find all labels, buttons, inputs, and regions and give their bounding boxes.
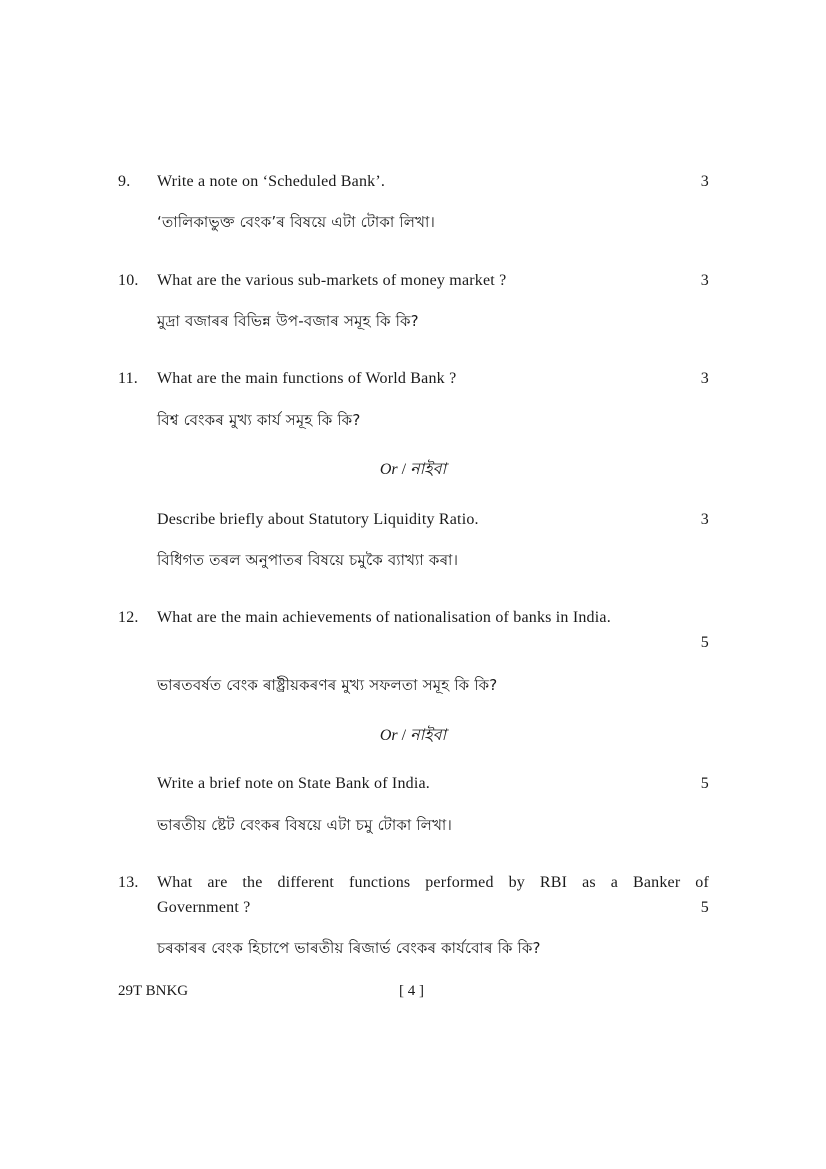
question-11-or-divider — [0, 460, 826, 480]
question-12-number: 12. — [118, 609, 139, 626]
question-9-text-assamese: ‘তালিকাভুক্ত বেংক’ৰ বিষয়ে এটা টোকা লিখা। — [157, 213, 436, 231]
or-assamese: নাইবা — [410, 461, 447, 478]
or-english: Or — [379, 461, 398, 478]
question-11-alt-marks: 3 — [700, 511, 709, 528]
question-11-marks: 3 — [700, 370, 709, 387]
question-12-text-assamese: ভাৰতবর্ষত বেংক ৰাষ্ট্ৰীয়কৰণৰ মুখ্য সফলতা সমূহ কি কি? — [157, 676, 498, 694]
question-12-alt-text-assamese: ভাৰতীয় ষ্টেট বেংকৰ বিষয়ে এটা চমু টোকা লিখা। — [157, 816, 453, 834]
or-separator: / — [401, 461, 407, 478]
question-10-text-english: What are the various sub-markets of money market ? — [157, 272, 507, 289]
question-11-text-assamese: বিশ্ব বেংকৰ মুখ্য কার্য সমূহ কি কি? — [157, 411, 361, 429]
question-13-marks: 5 — [700, 899, 709, 916]
question-11-text-english: What are the main functions of World Bank ? — [157, 370, 457, 387]
question-12-text-english: What are the main achievements of nationalisation of banks in India. — [157, 609, 611, 626]
or-separator: / — [401, 727, 407, 744]
question-12-alt-marks: 5 — [700, 775, 709, 792]
question-11-alt-text-english: Describe briefly about Statutory Liquidity Ratio. — [157, 511, 479, 528]
question-12-alt-text-english: Write a brief note on State Bank of India. — [157, 775, 431, 792]
question-13-text-english-line2: Government ? — [157, 899, 251, 916]
question-10-number: 10. — [118, 272, 139, 289]
question-13-text-english-line1: What are the different functions performed by RBI as a Banker of — [157, 874, 709, 891]
paper-code: 29T BNKG — [118, 983, 189, 999]
or-assamese: নাইবা — [410, 727, 447, 744]
question-10-text-assamese: মুদ্ৰা বজাৰৰ বিভিন্ন উপ-বজাৰ সমূহ কি কি? — [157, 312, 419, 330]
question-11-alt-text-assamese: বিধিগত তৰল অনুপাতৰ বিষয়ে চমুকৈ ব্যাখ্যা কৰা। — [157, 551, 459, 569]
question-9-number: 9. — [118, 173, 131, 190]
question-11-number: 11. — [118, 370, 139, 387]
question-9-text-english: Write a note on ‘Scheduled Bank’. — [157, 173, 386, 190]
question-12-marks: 5 — [700, 634, 709, 651]
or-english: Or — [379, 727, 398, 744]
question-13-number: 13. — [118, 874, 139, 891]
question-10-marks: 3 — [700, 272, 709, 289]
page-number: [ 4 ] — [399, 983, 424, 999]
question-9-marks: 3 — [700, 173, 709, 190]
question-12-or-divider — [0, 726, 826, 746]
question-13-text-assamese: চৰকাৰৰ বেংক হিচাপে ভাৰতীয় ৰিজার্ভ বেংকৰ কার্যবোৰ কি কি? — [157, 939, 541, 957]
